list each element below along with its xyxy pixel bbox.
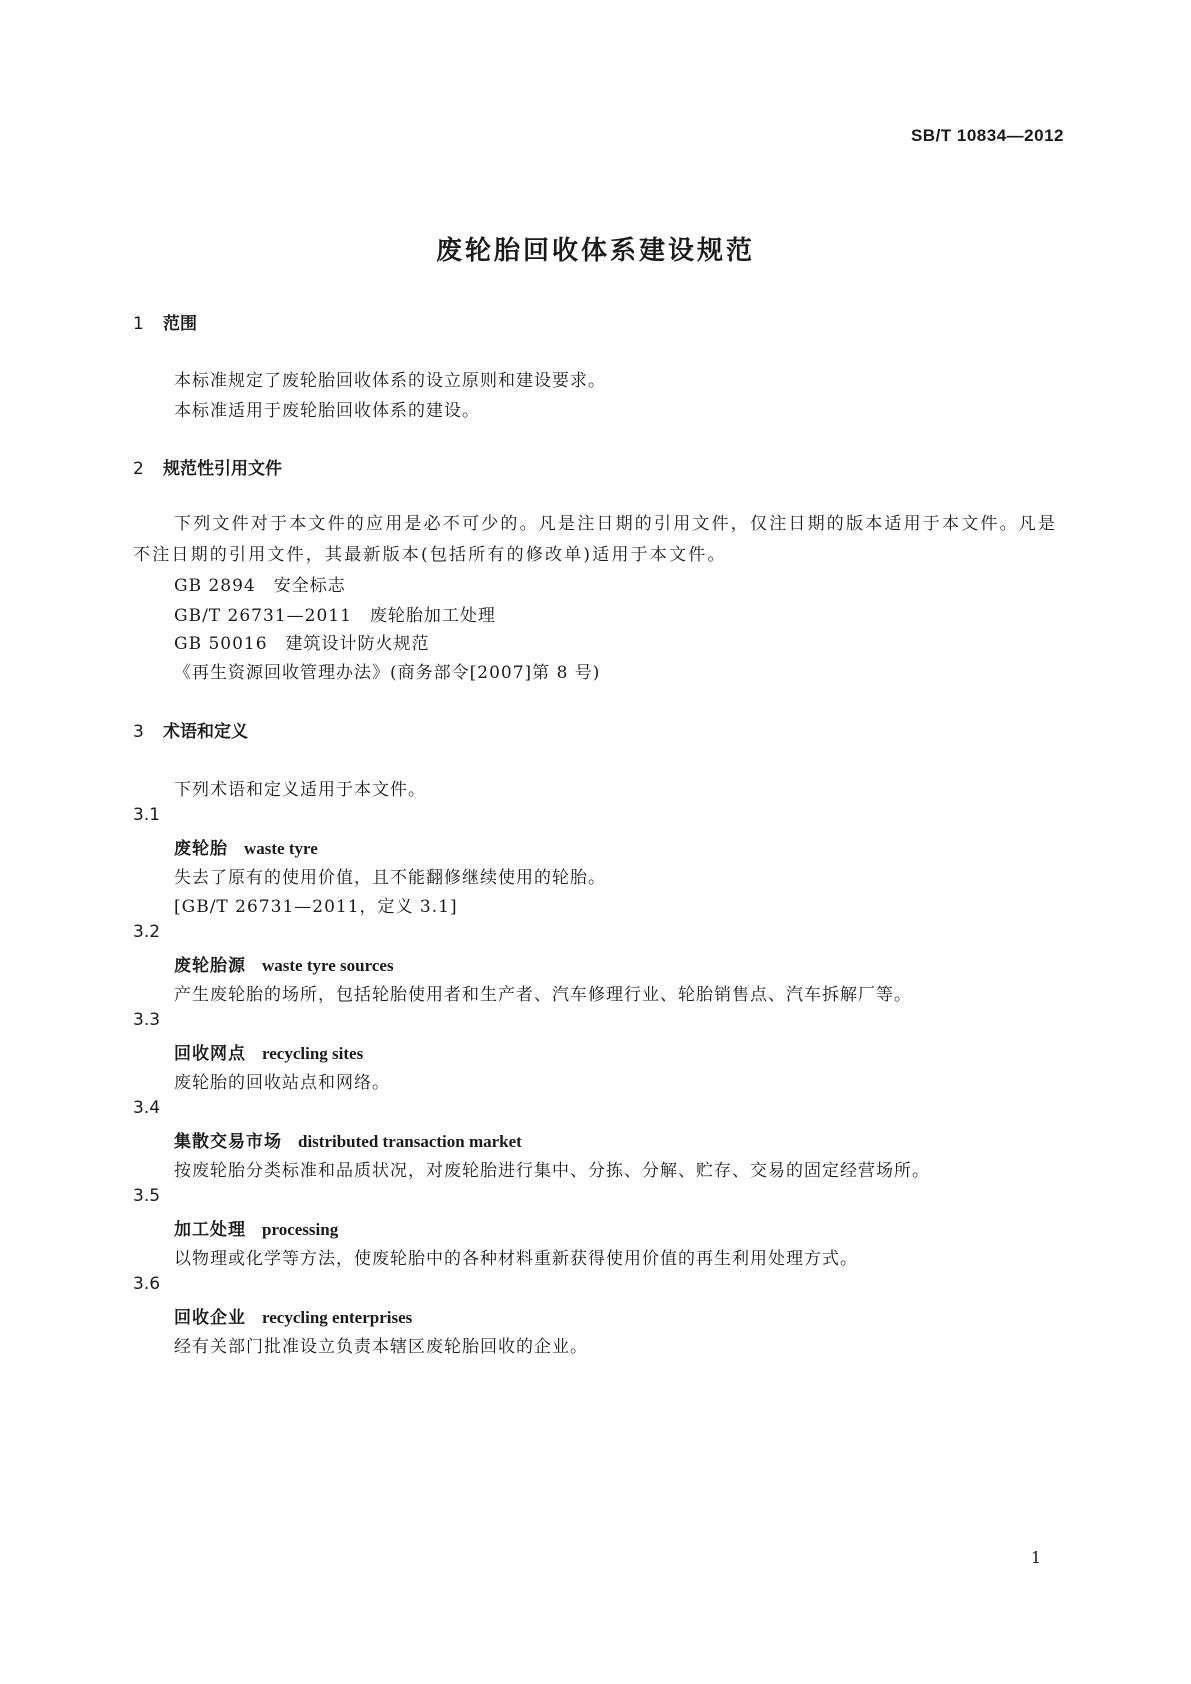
term-en: recycling sites	[262, 1044, 364, 1063]
term-en: waste tyre sources	[262, 956, 394, 975]
term-heading	[174, 951, 394, 976]
term-zh: 废轮胎源	[174, 956, 246, 976]
section-2-heading	[133, 454, 282, 479]
term-heading	[174, 1303, 412, 1328]
page-number: 1	[1030, 1548, 1041, 1567]
term-number: 3.4	[133, 1098, 161, 1118]
section-title: 范围	[163, 314, 197, 334]
section-number: 2	[133, 459, 144, 479]
paragraph: 本标准适用于废轮胎回收体系的建设。	[174, 401, 480, 421]
term-number: 3.6	[133, 1274, 161, 1294]
section-number: 3	[133, 722, 144, 742]
section-1-heading	[133, 309, 197, 334]
term-zh: 回收网点	[174, 1044, 246, 1064]
section-3-heading	[133, 717, 248, 742]
term-number: 3.2	[133, 922, 161, 942]
term-zh: 回收企业	[174, 1308, 246, 1328]
term-definition: 经有关部门批准设立负责本辖区废轮胎回收的企业。	[174, 1337, 588, 1357]
reference-item: 《再生资源回收管理办法》(商务部令[2007]第 8 号)	[174, 663, 601, 683]
paragraph: 下列术语和定义适用于本文件。	[174, 780, 426, 800]
reference-item: GB 50016 建筑设计防火规范	[174, 634, 430, 654]
section-number: 1	[133, 314, 144, 334]
term-source: [GB/T 26731—2011，定义 3.1]	[174, 897, 458, 917]
term-zh: 废轮胎	[174, 839, 228, 859]
term-heading	[174, 834, 318, 859]
term-en: recycling enterprises	[262, 1308, 413, 1327]
term-number: 3.1	[133, 805, 161, 825]
paragraph: 本标准规定了废轮胎回收体系的设立原则和建设要求。	[174, 371, 606, 391]
term-number: 3.5	[133, 1186, 161, 1206]
term-heading	[174, 1039, 363, 1064]
term-zh: 加工处理	[174, 1220, 246, 1240]
term-definition: 废轮胎的回收站点和网络。	[174, 1073, 390, 1093]
term-heading	[174, 1215, 338, 1240]
term-definition: 产生废轮胎的场所，包括轮胎使用者和生产者、汽车修理行业、轮胎销售点、汽车拆解厂等。	[174, 985, 912, 1005]
reference-item: GB/T 26731—2011 废轮胎加工处理	[174, 606, 496, 626]
reference-item: GB 2894 安全标志	[174, 576, 346, 596]
term-definition: 以物理或化学等方法，使废轮胎中的各种材料重新获得使用价值的再生利用处理方式。	[174, 1249, 858, 1269]
term-en: distributed transaction market	[298, 1132, 522, 1151]
term-definition: 失去了原有的使用价值，且不能翻修继续使用的轮胎。	[174, 868, 606, 888]
term-zh: 集散交易市场	[174, 1132, 282, 1152]
term-heading	[174, 1127, 522, 1152]
term-definition: 按废轮胎分类标准和品质状况，对废轮胎进行集中、分拣、分解、贮存、交易的固定经营场所。	[174, 1161, 930, 1181]
section-title: 规范性引用文件	[163, 459, 282, 479]
paragraph: 下列文件对于本文件的应用是必不可少的。凡是注日期的引用文件，仅注日期的版本适用于本文件。凡是不注日期的引用文件，其最新版本(包括所有的修改单)适用于本文件。	[133, 514, 1058, 565]
term-en: waste tyre	[244, 839, 318, 858]
section-title: 术语和定义	[163, 722, 248, 742]
standard-code: SB/T 10834—2012	[910, 126, 1064, 145]
term-number: 3.3	[133, 1010, 161, 1030]
term-en: processing	[262, 1220, 339, 1239]
document-title: 废轮胎回收体系建设规范	[435, 236, 755, 266]
